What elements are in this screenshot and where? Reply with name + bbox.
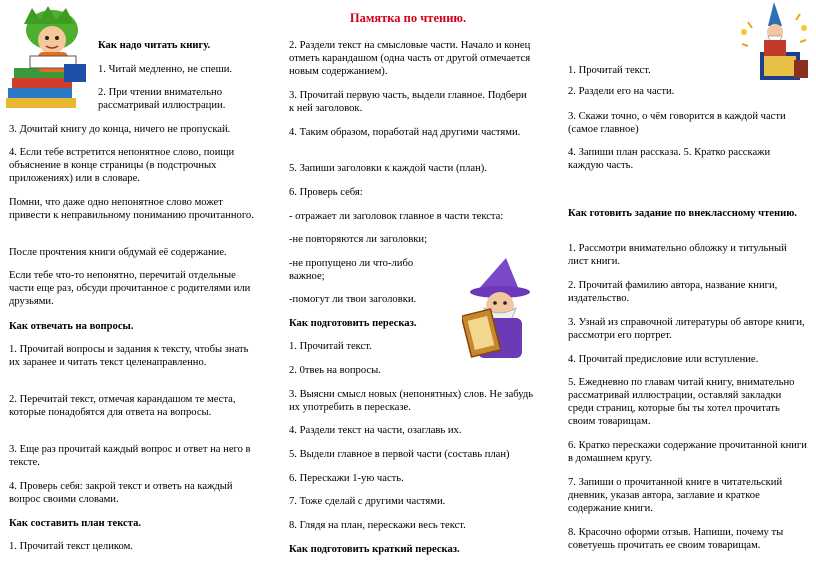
list-item: 2. 0твеь на вопросы.	[289, 365, 381, 376]
page-title: Памятка по чтению.	[349, 11, 467, 25]
list-item: -помогут ли твои заголовки.	[289, 294, 417, 305]
list-item: -не пропущено ли что-либо важное;	[289, 258, 414, 282]
list-item: 2. Прочитай фамилию автора, название книги, издательство.	[568, 280, 778, 304]
list-item: 6. Проверь себя:	[289, 187, 363, 198]
paragraph: Помни, что даже одно непонятное слово может привести к неправильному пониманию прочитанного.	[9, 197, 254, 221]
heading-how-to-retell: Как подготовить пересказ.	[289, 318, 417, 329]
list-item: 1. Прочитай вопросы и задания к тексту, чтобы знать их заранее и читать текст целенаправленно.	[9, 344, 249, 368]
list-item: 8. Глядя на план, перескажи весь текст.	[289, 520, 466, 531]
list-item: 3. Дочитай книгу до конца, ничего не пропускай.	[9, 124, 231, 135]
list-item: 8. Красочно оформи отзыв. Напиши, почему ты советуешь прочитать ее своим товарищам.	[568, 527, 784, 551]
list-item: 1. Прочитай текст.	[568, 65, 651, 76]
list-item: 4. Если тебе встретится непонятное слово, поищи объяснение в конце страницы (в подстрочных приложениях) или в словаре.	[9, 147, 235, 184]
list-item: 1. Прочитай текст.	[289, 341, 372, 352]
column-3	[568, 0, 808, 565]
list-item: 7. Запиши о прочитанной книге в читательский дневник, указав автора, заглавие и краткое содержание книги.	[568, 477, 783, 514]
list-item: - отражает ли заголовок главное в части текста:	[289, 211, 504, 222]
list-item: 1. Прочитай текст целиком.	[9, 541, 133, 552]
paragraph: После прочтения книги обдумай её содержание.	[9, 247, 227, 258]
heading-how-to-read: Как надо читать книгу.	[98, 40, 211, 51]
heading-extracurricular-reading: Как готовить задание по внеклассному чтению.	[568, 208, 797, 219]
list-item: 1. Читай медленно, не спеши.	[98, 64, 233, 75]
heading-short-retell: Как подготовить краткий пересказ.	[289, 544, 460, 555]
list-item: 4. Прочитай предисловие или вступление.	[568, 354, 759, 365]
list-item: 2. При чтении внимательно рассматривай иллюстрации.	[98, 87, 226, 111]
list-item: 3. Прочитай первую часть, выдели главное. Подбери к ней заголовок.	[289, 90, 527, 114]
list-item: 6. Кратко перескажи содержание прочитанной книги в домашнем кругу.	[568, 440, 807, 464]
column-1	[9, 0, 259, 565]
heading-how-to-answer: Как отвечать на вопросы.	[9, 321, 134, 332]
list-item: 5. Выдели главное в первой части (составь план)	[289, 449, 510, 460]
list-item: -не повторяются ли заголовки;	[289, 234, 428, 245]
list-item: 3. Скажи точно, о чём говорится в каждой части (самое главное)	[568, 111, 786, 135]
list-item: 4. Раздели текст на части, озаглавь их.	[289, 425, 462, 436]
list-item: 1. Рассмотри внимательно обложку и титульный лист книги.	[568, 243, 787, 267]
list-item: 4. Таким образом, поработай над другими частями.	[289, 127, 521, 138]
list-item: 5. Запиши заголовки к каждой части (план).	[289, 163, 487, 174]
list-item: 3. Еще раз прочитай каждый вопрос и ответ на него в тексте.	[9, 444, 251, 468]
paragraph: Если тебе что-то непонятно, перечитай отдельные части еще раз, обсуди прочитанное с родителями или друзьями.	[9, 270, 251, 307]
column-2	[289, 0, 534, 565]
list-item: 2. Перечитай текст, отмечая карандашом те места, которые понадобятся для ответа на вопросы.	[9, 394, 236, 418]
list-item: 3. Выясни смысл новых (непонятных) слов. Не забудь их употребить в пересказе.	[289, 389, 534, 413]
list-item: 7. Тоже сделай с другими частями.	[289, 496, 446, 507]
list-item: 2. Раздели его на части.	[568, 86, 675, 97]
list-item: 4. Запиши план рассказа. 5. Кратко расскажи каждую часть.	[568, 147, 771, 171]
list-item: 3. Узнай из справочной литературы об авторе книги, рассмотри его портрет.	[568, 317, 805, 341]
list-item: 5. Ежедневно по главам читай книгу, внимательно рассматривай иллюстрации, оставляй закладки среди страниц, которые бы ты хотел прочитать своим товарищам.	[568, 377, 795, 427]
heading-how-to-plan: Как составить план текста.	[9, 518, 142, 529]
list-item: 6. Перескажи 1-ую часть.	[289, 473, 404, 484]
list-item: 4. Проверь себя: закрой текст и ответь на каждый вопрос своими словами.	[9, 481, 233, 505]
list-item: 2. Раздели текст на смысловые части. Начало и конец отметь карандашом (одна часть от другой отмечается новым содержанием).	[289, 40, 531, 77]
